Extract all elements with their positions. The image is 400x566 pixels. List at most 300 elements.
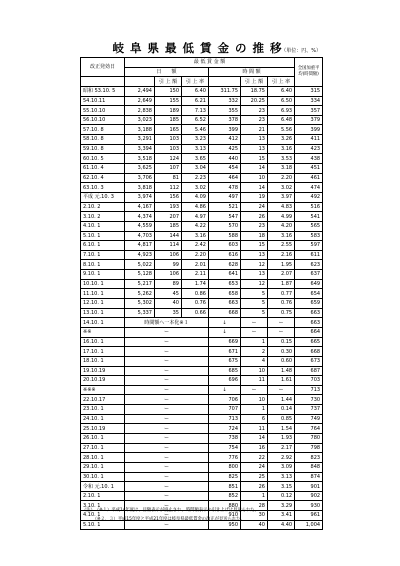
daily-merged-cell: ー — [125, 433, 209, 443]
table-row — [81, 96, 323, 106]
hourly-rate-cell: 1.93 — [268, 433, 295, 443]
hourly-amount-cell: 713 — [209, 414, 241, 424]
hourly-raise-cell: 5 — [241, 299, 268, 309]
daily-rate-cell: 3.23 — [182, 135, 209, 145]
hourly-rate-cell: 2.55 — [268, 241, 295, 251]
daily-raise-cell: 144 — [155, 231, 182, 241]
hourly-amount-cell: 603 — [209, 241, 241, 251]
hourly-raise-cell: 21 — [241, 125, 268, 135]
note-2: （※２、３）平成15年度と平成21年度は岐阜県最低賃金の改正が見送られた。 — [82, 517, 245, 522]
daily-rate-cell: 2.42 — [182, 241, 209, 251]
table-row — [81, 443, 323, 453]
daily-rate-cell: 6.21 — [182, 96, 209, 106]
hourly-amount-cell: 332 — [209, 96, 241, 106]
hourly-amount-cell: 440 — [209, 154, 241, 164]
hourly-raise-cell: 4 — [241, 356, 268, 366]
date-cell: 17.10. 1 — [81, 347, 125, 357]
daily-merged-cell: ー — [125, 424, 209, 434]
hourly-amount-cell: 825 — [209, 472, 241, 482]
hourly-rate-cell: 2.92 — [268, 453, 295, 463]
header-blank — [81, 77, 125, 87]
daily-merged-cell: ー — [125, 453, 209, 463]
hourly-rate-cell: 1.95 — [268, 260, 295, 270]
hourly-raise-cell: ー — [241, 327, 268, 337]
table-row — [81, 192, 323, 202]
daily-merged-cell: ー — [125, 395, 209, 405]
national-average-cell: 451 — [295, 164, 323, 174]
daily-merged-cell: ー — [125, 337, 209, 347]
hourly-amount-cell: 910 — [209, 511, 241, 521]
table-row — [81, 395, 323, 405]
daily-amount-cell: 3,394 — [125, 144, 155, 154]
hourly-raise-cell: 16 — [241, 443, 268, 453]
hourly-raise-cell: 19 — [241, 192, 268, 202]
daily-amount-cell: 4,923 — [125, 250, 155, 260]
hourly-amount-cell: 851 — [209, 482, 241, 492]
daily-merged-cell: ー — [125, 482, 209, 492]
hourly-rate-cell: 3.26 — [268, 135, 295, 145]
hourly-rate-cell: 6.93 — [268, 106, 295, 116]
daily-rate-cell: 3.16 — [182, 231, 209, 241]
hourly-amount-cell: 669 — [209, 337, 241, 347]
date-cell: 29.10. 1 — [81, 462, 125, 472]
hourly-rate-cell: 1.54 — [268, 424, 295, 434]
daily-amount-cell: 4,703 — [125, 231, 155, 241]
table-row — [81, 482, 323, 492]
date-cell: 3.10. 2 — [81, 212, 125, 222]
table-row — [81, 318, 323, 328]
hourly-raise-cell: 24 — [241, 462, 268, 472]
daily-rate-cell: 3.02 — [182, 183, 209, 193]
hourly-amount-cell: 950 — [209, 520, 241, 530]
national-average-cell: 611 — [295, 250, 323, 260]
table-row — [81, 212, 323, 222]
national-average-cell: 637 — [295, 270, 323, 280]
daily-raise-cell: 185 — [155, 221, 182, 231]
daily-merged-cell: ー — [125, 347, 209, 357]
date-cell: 28.10. 1 — [81, 453, 125, 463]
date-cell: 5.10. 1 — [81, 520, 125, 530]
table-row — [81, 472, 323, 482]
date-cell: 昭和 53.10. 5 — [81, 86, 125, 96]
date-cell: 22.10.17 — [81, 395, 125, 405]
national-average-cell: 663 — [295, 308, 323, 318]
national-average-cell: 516 — [295, 202, 323, 212]
hourly-rate-cell: ー — [268, 318, 295, 328]
daily-amount-cell: 3,974 — [125, 192, 155, 202]
daily-rate-cell: 0.76 — [182, 299, 209, 309]
hourly-raise-cell: 23 — [241, 106, 268, 116]
hourly-raise-cell: 40 — [241, 520, 268, 530]
hourly-rate-cell: 0.85 — [268, 414, 295, 424]
hourly-raise-cell: 1 — [241, 405, 268, 415]
hourly-raise-cell: 18.75 — [241, 86, 268, 96]
daily-rate-cell: 4.86 — [182, 202, 209, 212]
daily-amount-cell: 4,559 — [125, 221, 155, 231]
date-cell: 57.10. 8 — [81, 125, 125, 135]
page-title: 岐阜県最低賃金の推移 — [112, 41, 288, 55]
hourly-rate-cell: 4.40 — [268, 520, 295, 530]
header-hourly: 時 間 額 — [209, 67, 295, 77]
daily-merged-cell: ー — [125, 520, 209, 530]
hourly-raise-cell: 14 — [241, 433, 268, 443]
date-cell: 10.10. 1 — [81, 279, 125, 289]
hourly-rate-cell: 3.16 — [268, 144, 295, 154]
hourly-amount-cell: 547 — [209, 212, 241, 222]
daily-merged-cell: ー — [125, 443, 209, 453]
daily-merged-cell: ー — [125, 472, 209, 482]
hourly-amount-cell: 707 — [209, 405, 241, 415]
table-row — [81, 144, 323, 154]
hourly-rate-cell: 3.41 — [268, 511, 295, 521]
daily-amount-cell: 3,818 — [125, 183, 155, 193]
daily-rate-cell: 6.52 — [182, 115, 209, 125]
daily-merged-cell: ー — [125, 327, 209, 337]
hourly-raise-cell: 24 — [241, 202, 268, 212]
hourly-amount-cell: 653 — [209, 279, 241, 289]
hourly-raise-cell: 11 — [241, 424, 268, 434]
daily-raise-cell: 155 — [155, 96, 182, 106]
daily-amount-cell: 3,188 — [125, 125, 155, 135]
hourly-raise-cell: 1 — [241, 491, 268, 501]
table-row — [81, 405, 323, 415]
national-average-cell: 492 — [295, 192, 323, 202]
hourly-rate-cell: 3.09 — [268, 462, 295, 472]
hourly-amount-cell: 671 — [209, 347, 241, 357]
hourly-raise-cell: 20.25 — [241, 96, 268, 106]
national-average-cell: 823 — [295, 453, 323, 463]
date-cell: 4.10. 1 — [81, 511, 125, 521]
hourly-amount-cell: 588 — [209, 231, 241, 241]
table-row — [81, 289, 323, 299]
wage-table — [80, 57, 323, 530]
daily-raise-cell: 189 — [155, 106, 182, 116]
date-cell: 12.10. 1 — [81, 299, 125, 309]
daily-amount-cell: 4,374 — [125, 212, 155, 222]
hourly-rate-cell: 0.60 — [268, 356, 295, 366]
hourly-rate-cell: 3.16 — [268, 231, 295, 241]
header-min-wage: 最 低 賃 金 額 — [125, 58, 295, 68]
table-row — [81, 260, 323, 270]
hourly-amount-cell: 425 — [209, 144, 241, 154]
national-average-cell: 874 — [295, 472, 323, 482]
hourly-raise-cell: ー — [241, 385, 268, 395]
date-cell: 60.10. 5 — [81, 154, 125, 164]
header-daily-rate: 引 上 率 — [182, 77, 209, 87]
national-average-cell: 1,004 — [295, 520, 323, 530]
hourly-raise-cell: ー — [241, 318, 268, 328]
date-cell: 25.10.19 — [81, 424, 125, 434]
hourly-rate-cell: 6.48 — [268, 115, 295, 125]
daily-amount-cell: 5,337 — [125, 308, 155, 318]
hourly-amount-cell: 378 — [209, 115, 241, 125]
date-cell: 2.10. 2 — [81, 202, 125, 212]
daily-raise-cell: 89 — [155, 279, 182, 289]
hourly-raise-cell: 5 — [241, 289, 268, 299]
hourly-raise-cell: 26 — [241, 482, 268, 492]
table-row — [81, 221, 323, 231]
date-cell: ※※ — [81, 327, 125, 337]
daily-rate-cell: 3.04 — [182, 164, 209, 174]
daily-raise-cell: 103 — [155, 144, 182, 154]
daily-merged-cell: ー — [125, 511, 209, 521]
table-row — [81, 86, 323, 96]
daily-raise-cell: 40 — [155, 299, 182, 309]
daily-amount-cell: 5,217 — [125, 279, 155, 289]
hourly-amount-cell: 776 — [209, 453, 241, 463]
daily-raise-cell: 185 — [155, 115, 182, 125]
daily-amount-cell: 3,518 — [125, 154, 155, 164]
hourly-amount-cell: 658 — [209, 289, 241, 299]
hourly-amount-cell: 355 — [209, 106, 241, 116]
hourly-raise-cell: 30 — [241, 511, 268, 521]
hourly-amount-cell: 668 — [209, 308, 241, 318]
date-cell: 19.10.19 — [81, 366, 125, 376]
hourly-rate-cell: 0.77 — [268, 289, 295, 299]
national-average-cell: 902 — [295, 491, 323, 501]
hourly-rate-cell: 3.97 — [268, 192, 295, 202]
national-average-cell: 541 — [295, 212, 323, 222]
hourly-rate-cell: ー — [268, 327, 295, 337]
table-row — [81, 250, 323, 260]
daily-raise-cell: 35 — [155, 308, 182, 318]
table-row — [81, 385, 323, 395]
table-row — [81, 376, 323, 386]
hourly-amount-cell: 412 — [209, 135, 241, 145]
hourly-rate-cell: 3.13 — [268, 472, 295, 482]
national-average-cell: 654 — [295, 289, 323, 299]
table-row — [81, 462, 323, 472]
table-row — [81, 154, 323, 164]
national-average-cell: 659 — [295, 299, 323, 309]
date-cell: 9.10. 1 — [81, 270, 125, 280]
daily-rate-cell: 1.74 — [182, 279, 209, 289]
daily-rate-cell: 4.09 — [182, 192, 209, 202]
table-row — [81, 115, 323, 125]
date-cell: 2.10. 1 — [81, 491, 125, 501]
daily-raise-cell: 106 — [155, 270, 182, 280]
hourly-raise-cell: 13 — [241, 135, 268, 145]
daily-rate-cell: 3.65 — [182, 154, 209, 164]
daily-amount-cell: 4,167 — [125, 202, 155, 212]
hourly-rate-cell: 0.30 — [268, 347, 295, 357]
daily-amount-cell: 3,291 — [125, 135, 155, 145]
daily-amount-cell: 5,262 — [125, 289, 155, 299]
table-row — [81, 491, 323, 501]
hourly-raise-cell: 15 — [241, 241, 268, 251]
daily-raise-cell: 114 — [155, 241, 182, 251]
header-daily-raise: 引 上 額 — [155, 77, 182, 87]
hourly-rate-cell: 5.56 — [268, 125, 295, 135]
hourly-raise-cell: 26 — [241, 212, 268, 222]
date-cell: 平成 元.10. 3 — [81, 192, 125, 202]
hourly-raise-cell: 10 — [241, 395, 268, 405]
hourly-rate-cell: 6.50 — [268, 96, 295, 106]
national-average-cell: 663 — [295, 318, 323, 328]
hourly-amount-cell: 616 — [209, 250, 241, 260]
daily-raise-cell: 106 — [155, 250, 182, 260]
hourly-raise-cell: 10 — [241, 366, 268, 376]
daily-rate-cell: 2.11 — [182, 270, 209, 280]
date-cell: ※※※ — [81, 385, 125, 395]
hourly-raise-cell: 6 — [241, 414, 268, 424]
hourly-amount-cell: 478 — [209, 183, 241, 193]
national-average-cell: 798 — [295, 443, 323, 453]
hourly-raise-cell: 22 — [241, 453, 268, 463]
hourly-raise-cell: 28 — [241, 501, 268, 511]
date-cell: 13.10. 1 — [81, 308, 125, 318]
hourly-amount-cell: 880 — [209, 501, 241, 511]
daily-amount-cell: 2,838 — [125, 106, 155, 116]
daily-amount-cell: 3,625 — [125, 164, 155, 174]
hourly-raise-cell: 18 — [241, 231, 268, 241]
hourly-amount-cell: 521 — [209, 202, 241, 212]
notes — [82, 506, 259, 524]
national-average-cell: 901 — [295, 482, 323, 492]
hourly-rate-cell: 0.14 — [268, 405, 295, 415]
national-average-cell: 961 — [295, 511, 323, 521]
hourly-rate-cell: 2.07 — [268, 270, 295, 280]
daily-merged-cell: ー — [125, 366, 209, 376]
table-row — [81, 433, 323, 443]
hourly-rate-cell: 2.20 — [268, 173, 295, 183]
hourly-raise-cell: 23 — [241, 221, 268, 231]
hourly-raise-cell: 1 — [241, 337, 268, 347]
hourly-raise-cell: 23 — [241, 115, 268, 125]
daily-rate-cell: 0.66 — [182, 308, 209, 318]
hourly-raise-cell: 12 — [241, 279, 268, 289]
national-average-cell: 623 — [295, 260, 323, 270]
date-cell: 55.10.10 — [81, 106, 125, 116]
header-national: 全国加重平均(時間額) — [295, 58, 323, 87]
date-cell: 16.10. 1 — [81, 337, 125, 347]
hourly-raise-cell: 12 — [241, 260, 268, 270]
national-average-cell: 668 — [295, 347, 323, 357]
daily-rate-cell: 6.40 — [182, 86, 209, 96]
header-hourly-rate: 引 上 率 — [268, 77, 295, 87]
table-row — [81, 337, 323, 347]
date-cell: 26.10. 1 — [81, 433, 125, 443]
hourly-amount-cell: 399 — [209, 125, 241, 135]
table-row — [81, 270, 323, 280]
hourly-amount-cell: 628 — [209, 260, 241, 270]
hourly-raise-cell: 14 — [241, 183, 268, 193]
national-average-cell: 597 — [295, 241, 323, 251]
table-row — [81, 327, 323, 337]
daily-merged-cell: ー — [125, 501, 209, 511]
hourly-rate-cell: ー — [268, 385, 295, 395]
daily-amount-cell: 2,649 — [125, 96, 155, 106]
national-average-cell: 673 — [295, 356, 323, 366]
hourly-raise-cell: 2 — [241, 347, 268, 357]
table-row — [81, 424, 323, 434]
hourly-rate-cell: 3.02 — [268, 183, 295, 193]
date-cell: 23.10. 1 — [81, 405, 125, 415]
hourly-amount-cell: 663 — [209, 299, 241, 309]
date-cell: 58.10. 8 — [81, 135, 125, 145]
table-row — [81, 453, 323, 463]
daily-raise-cell: 193 — [155, 202, 182, 212]
daily-raise-cell: 103 — [155, 135, 182, 145]
daily-merged-cell: ー — [125, 462, 209, 472]
national-average-cell: 423 — [295, 144, 323, 154]
table-row — [81, 299, 323, 309]
table-row — [81, 414, 323, 424]
hourly-rate-cell: 0.15 — [268, 337, 295, 347]
hourly-rate-cell: 3.18 — [268, 164, 295, 174]
hourly-amount-cell: 311.75 — [209, 86, 241, 96]
national-average-cell: 411 — [295, 135, 323, 145]
daily-amount-cell: 2,494 — [125, 86, 155, 96]
daily-raise-cell: 165 — [155, 125, 182, 135]
daily-merged-cell: ー — [125, 414, 209, 424]
daily-rate-cell: 5.46 — [182, 125, 209, 135]
header-hourly-amount — [209, 77, 241, 87]
national-average-cell: 703 — [295, 376, 323, 386]
hourly-raise-cell: 25 — [241, 472, 268, 482]
daily-rate-cell: 7.13 — [182, 106, 209, 116]
national-average-cell: 474 — [295, 183, 323, 193]
hourly-amount-cell: 852 — [209, 491, 241, 501]
national-average-cell: 438 — [295, 154, 323, 164]
unit-label: （単位：円、%） — [281, 48, 321, 54]
hourly-raise-cell: 11 — [241, 376, 268, 386]
daily-merged-cell: 時間額へ一本化※１ — [125, 318, 209, 328]
daily-rate-cell: 2.20 — [182, 250, 209, 260]
date-cell: 7.10. 1 — [81, 250, 125, 260]
daily-merged-cell: ー — [125, 385, 209, 395]
daily-rate-cell: 4.97 — [182, 212, 209, 222]
table-row — [81, 231, 323, 241]
table-row — [81, 279, 323, 289]
table-body — [81, 86, 323, 529]
national-average-cell: 357 — [295, 106, 323, 116]
hourly-rate-cell: 1.48 — [268, 366, 295, 376]
hourly-rate-cell: 4.99 — [268, 212, 295, 222]
hourly-raise-cell: 13 — [241, 144, 268, 154]
date-cell: 59.10. 8 — [81, 144, 125, 154]
daily-amount-cell: 3,023 — [125, 115, 155, 125]
table-row — [81, 135, 323, 145]
national-average-cell: 764 — [295, 424, 323, 434]
national-average-cell: 713 — [295, 385, 323, 395]
hourly-raise-cell: 15 — [241, 154, 268, 164]
daily-raise-cell: 99 — [155, 260, 182, 270]
table-row — [81, 173, 323, 183]
daily-merged-cell: ー — [125, 356, 209, 366]
hourly-raise-cell: 14 — [241, 164, 268, 174]
national-average-cell: 848 — [295, 462, 323, 472]
hourly-rate-cell: 0.12 — [268, 491, 295, 501]
national-average-cell: 461 — [295, 173, 323, 183]
national-average-cell: 379 — [295, 115, 323, 125]
hourly-amount-cell: 675 — [209, 356, 241, 366]
note-1: （注） （※１）平成14年度は、目額表示が廃止され、時間額表示の引き上げは見送られた。 — [82, 508, 259, 513]
hourly-rate-cell: 0.76 — [268, 299, 295, 309]
national-average-cell: 315 — [295, 86, 323, 96]
date-cell: 6.10. 1 — [81, 241, 125, 251]
national-average-cell: 737 — [295, 405, 323, 415]
hourly-amount-cell: 454 — [209, 164, 241, 174]
daily-rate-cell: 3.13 — [182, 144, 209, 154]
date-cell: 8.10. 1 — [81, 260, 125, 270]
date-cell: 14.10. 1 — [81, 318, 125, 328]
date-cell: 3.10. 1 — [81, 501, 125, 511]
date-cell: 27.10. 1 — [81, 443, 125, 453]
daily-raise-cell: 124 — [155, 154, 182, 164]
header-hourly-raise: 引 上 額 — [241, 77, 268, 87]
hourly-raise-cell: 5 — [241, 308, 268, 318]
